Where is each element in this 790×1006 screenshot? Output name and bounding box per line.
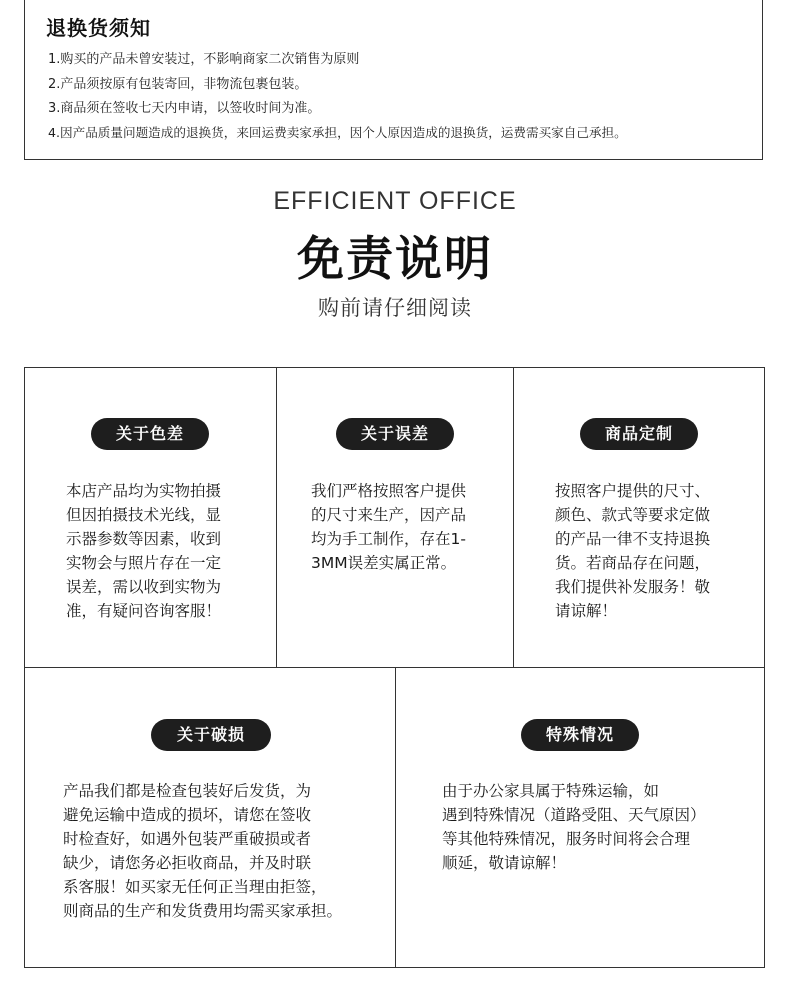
grid-divider bbox=[276, 367, 277, 668]
card-text-special-circumstances bbox=[442, 779, 706, 875]
text-line: 均为手工制作，存在1- bbox=[311, 530, 466, 548]
text-line: 避免运输中造成的损坏，请您在签收 bbox=[63, 806, 312, 824]
text-line: 我们严格按照客户提供 bbox=[311, 482, 467, 500]
text-line: 示器参数等因素，收到 bbox=[66, 530, 222, 548]
disclaimer-subtitle: 购前请仔细阅读 bbox=[318, 296, 472, 320]
text-line: 缺少，请您务必拒收商品，并及时联 bbox=[63, 854, 312, 872]
badge-special-circumstances: 特殊情况 bbox=[521, 719, 639, 751]
text-line: 实物会与照片存在一定 bbox=[66, 554, 222, 572]
badge-color-difference: 关于色差 bbox=[91, 418, 209, 450]
card-text-tolerance bbox=[311, 479, 466, 575]
return-notice-title: 退换货须知 bbox=[46, 16, 151, 40]
notice-item-4: 4.因产品质量问题造成的退换货，来回运费卖家承担，因个人原因造成的退换货，运费需买家自己承担。 bbox=[48, 125, 627, 140]
text-line: 顺延，敬请谅解！ bbox=[442, 854, 567, 872]
card-text-damage bbox=[63, 779, 342, 923]
text-line: 按照客户提供的尺寸、 bbox=[555, 482, 711, 500]
text-line: 时检查好，如遇外包装严重破损或者 bbox=[63, 830, 312, 848]
text-line: 颜色、款式等要求定做 bbox=[555, 506, 711, 524]
badge-tolerance: 关于误差 bbox=[336, 418, 454, 450]
text-line: 等其他特殊情况，服务时间将会合理 bbox=[442, 830, 691, 848]
text-line: 的产品一律不支持退换 bbox=[555, 530, 711, 548]
disclaimer-heading: 免责说明 bbox=[297, 232, 493, 287]
notice-item-1: 1.购买的产品未曾安装过，不影响商家二次销售为原则 bbox=[48, 52, 360, 67]
text-line: 则商品的生产和发货费用均需买家承担。 bbox=[63, 902, 343, 920]
text-line: 但因拍摄技术光线，显 bbox=[66, 506, 222, 524]
text-line: 货。若商品存在问题， bbox=[555, 554, 711, 572]
text-line: 由于办公家具属于特殊运输，如 bbox=[442, 782, 660, 800]
notice-item-3: 3.商品须在签收七天内申请，以签收时间为准。 bbox=[48, 101, 321, 116]
text-line: 3MM误差实属正常。 bbox=[311, 554, 457, 572]
text-line: 误差，需以收到实物为 bbox=[66, 578, 222, 596]
text-line: 我们提供补发服务！敬 bbox=[555, 578, 711, 596]
text-line: 系客服！如买家无任何正当理由拒签， bbox=[63, 878, 327, 896]
grid-divider bbox=[395, 667, 396, 968]
text-line: 准，有疑问咨询客服！ bbox=[66, 602, 222, 620]
badge-custom-products: 商品定制 bbox=[580, 418, 698, 450]
grid-divider bbox=[513, 367, 514, 668]
text-line: 请谅解！ bbox=[555, 602, 618, 620]
card-text-custom-products bbox=[555, 479, 710, 623]
english-heading: EFFICIENT OFFICE bbox=[273, 187, 517, 215]
text-line: 产品我们都是检查包装好后发货，为 bbox=[63, 782, 312, 800]
notice-item-2: 2.产品须按原有包装寄回，非物流包裹包装。 bbox=[48, 77, 308, 92]
card-text-color-difference bbox=[66, 479, 221, 623]
badge-damage: 关于破损 bbox=[151, 719, 271, 751]
text-line: 的尺寸来生产，因产品 bbox=[311, 506, 467, 524]
text-line: 本店产品均为实物拍摄 bbox=[66, 482, 222, 500]
text-line: 遇到特殊情况（道路受阻、天气原因） bbox=[442, 806, 706, 824]
